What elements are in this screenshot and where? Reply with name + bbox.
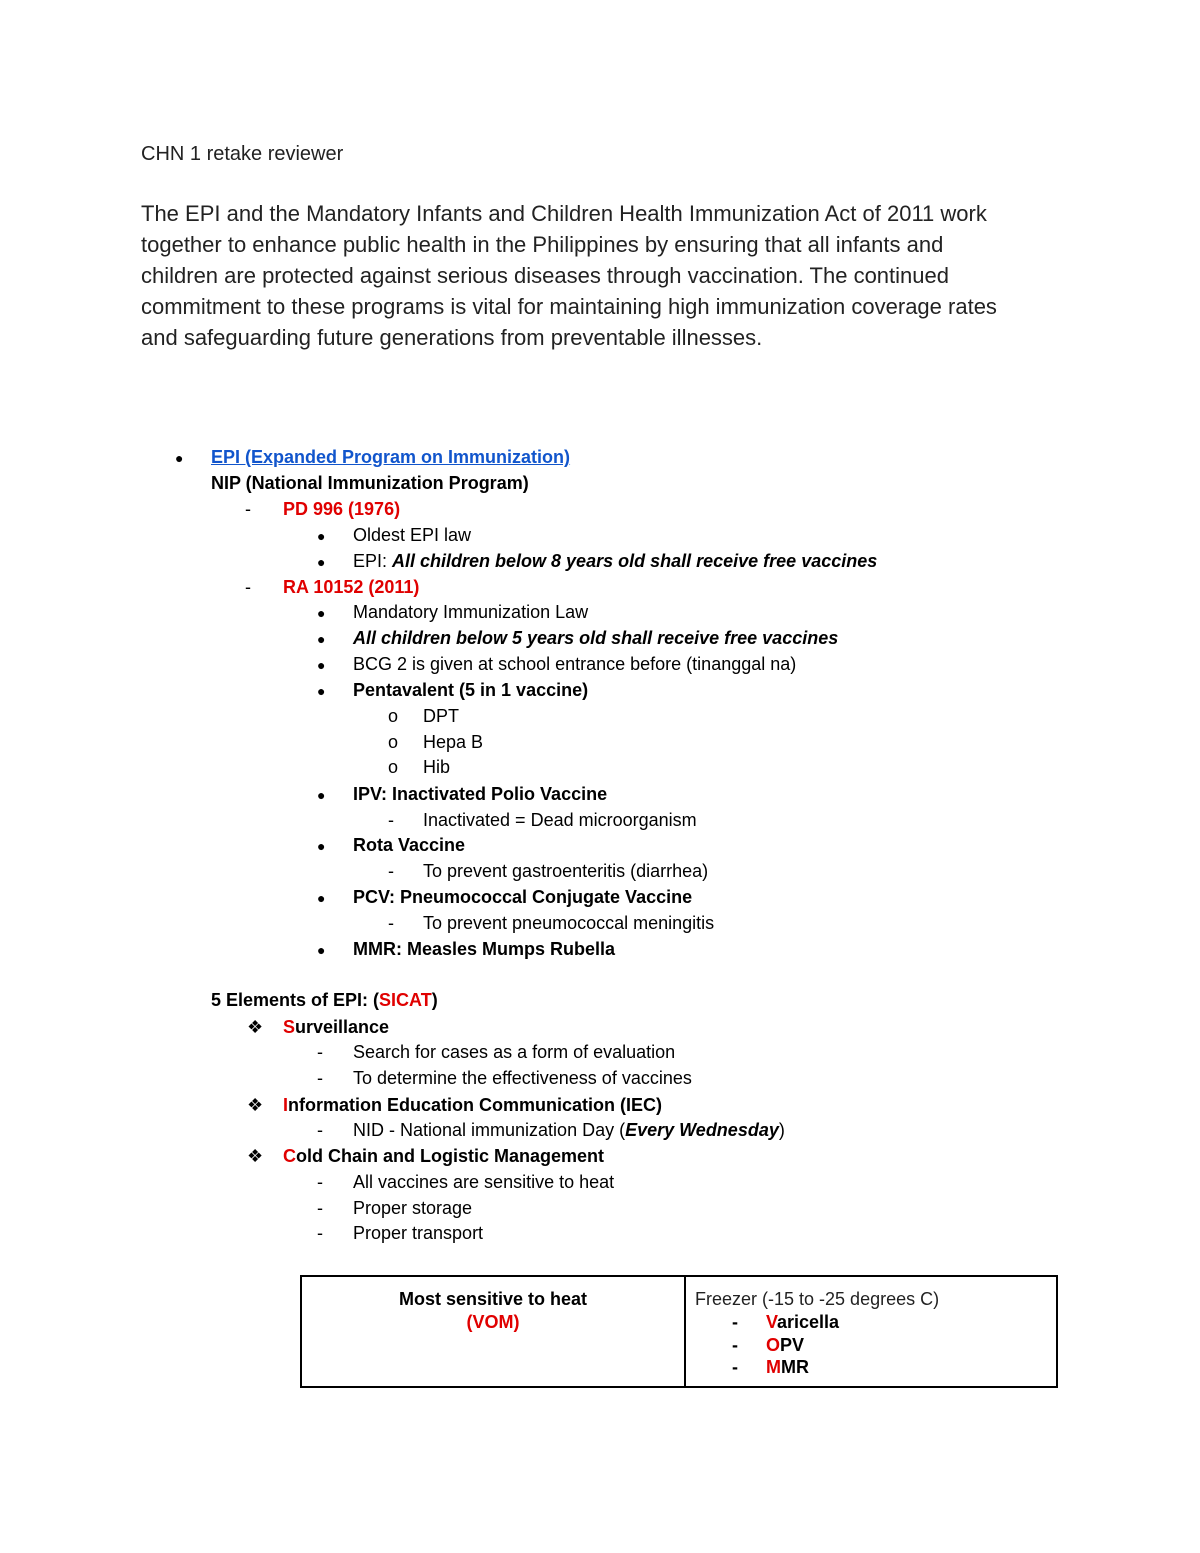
iec-note-prefix: NID - National immunization Day ( xyxy=(353,1120,626,1140)
elements-acronym: SICAT xyxy=(379,990,432,1010)
bullet-dot-icon: ● xyxy=(317,631,326,647)
bullet-dot-icon: ● xyxy=(317,942,326,958)
vaccine-rest: aricella xyxy=(777,1312,840,1332)
cold-chain-item xyxy=(283,1146,604,1167)
table-divider xyxy=(684,1277,686,1386)
cold-chain-note: All vaccines are sensitive to heat xyxy=(353,1172,615,1192)
intro-line: The EPI and the Mandatory Infants and Children Health Immunization Act of 2011 work xyxy=(141,201,987,226)
dash-icon: - xyxy=(732,1357,738,1377)
surveillance-item xyxy=(283,1017,389,1038)
ra10152-label: RA 10152 (2011) xyxy=(283,577,420,597)
element-letter: I xyxy=(283,1095,289,1115)
pd996-item: Oldest EPI law xyxy=(353,525,472,545)
dash-icon: - xyxy=(388,861,394,881)
bullet-dot-icon: ● xyxy=(317,554,326,570)
pd996-label: PD 996 (1976) xyxy=(283,499,401,519)
cold-chain-note: Proper storage xyxy=(353,1198,473,1218)
surveillance-note: Search for cases as a form of evaluation xyxy=(353,1042,676,1062)
pcv-item: PCV: Pneumococcal Conjugate Vaccine xyxy=(353,887,693,907)
elements-heading xyxy=(211,990,438,1011)
dash-icon: - xyxy=(317,1068,323,1088)
vaccine-letter: V xyxy=(766,1312,778,1332)
bullet-dot-icon: ● xyxy=(317,890,326,906)
dash-icon: - xyxy=(388,810,394,830)
diamond-bullet-icon: ❖ xyxy=(247,1017,264,1037)
iec-note-emphasis: Every Wednesday xyxy=(625,1120,779,1140)
element-rest: old Chain and Logistic Management xyxy=(296,1146,605,1166)
cold-chain-note: Proper transport xyxy=(353,1223,484,1243)
bullet-dot-icon: ● xyxy=(317,787,326,803)
pd996-item-prefix: EPI: xyxy=(353,551,393,571)
table-left-title: Most sensitive to heat xyxy=(398,1289,588,1309)
dash-icon: - xyxy=(245,499,251,519)
vaccine-letter: M xyxy=(766,1357,781,1377)
element-rest: urveillance xyxy=(295,1017,390,1037)
rota-item: Rota Vaccine xyxy=(353,835,466,855)
vaccine-letter: O xyxy=(766,1335,781,1355)
bullet-dot-icon: ● xyxy=(317,657,326,673)
nip-heading: NIP (National Immunization Program) xyxy=(211,473,529,493)
bullet-dot-icon: ● xyxy=(175,450,184,466)
diamond-bullet-icon: ❖ xyxy=(247,1095,264,1115)
circle-bullet-icon: o xyxy=(388,732,399,752)
dash-icon: - xyxy=(317,1042,323,1062)
pentavalent-subitem: DPT xyxy=(423,706,459,726)
bullet-dot-icon: ● xyxy=(317,605,326,621)
table-right-title: Freezer (-15 to -25 degrees C) xyxy=(695,1289,940,1309)
element-letter: C xyxy=(283,1146,296,1166)
dash-icon: - xyxy=(317,1120,323,1140)
circle-bullet-icon: o xyxy=(388,706,399,726)
document-title: CHN 1 retake reviewer xyxy=(141,143,344,165)
table-vaccine-row xyxy=(766,1312,839,1333)
pentavalent-item: Pentavalent (5 in 1 vaccine) xyxy=(353,680,589,700)
table-vaccine-row xyxy=(766,1357,809,1378)
intro-line: together to enhance public health in the Philippines by ensuring that all infants and xyxy=(141,232,944,257)
pcv-note: To prevent pneumococcal meningitis xyxy=(423,913,715,933)
ra10152-item: Mandatory Immunization Law xyxy=(353,602,589,622)
pentavalent-subitem: Hepa B xyxy=(423,732,484,752)
bullet-dot-icon: ● xyxy=(317,528,326,544)
pd996-item xyxy=(353,551,877,572)
iec-note-suffix: ) xyxy=(778,1120,785,1140)
table-left-subtitle: (VOM) xyxy=(466,1312,520,1332)
diamond-bullet-icon: ❖ xyxy=(247,1146,264,1166)
dash-icon: - xyxy=(317,1172,323,1192)
ra10152-item: BCG 2 is given at school entrance before (tinanggal na) xyxy=(353,654,797,674)
dash-icon: - xyxy=(317,1223,323,1243)
intro-line: children are protected against serious diseases through vaccination. The continued xyxy=(141,263,949,288)
dash-icon: - xyxy=(732,1312,738,1332)
intro-line: commitment to these programs is vital for maintaining high immunization coverage rates xyxy=(141,294,997,319)
intro-paragraph xyxy=(141,198,1071,353)
iec-note xyxy=(353,1120,785,1141)
dash-icon: - xyxy=(245,577,251,597)
dash-icon: - xyxy=(317,1198,323,1218)
elements-heading-suffix: ) xyxy=(431,990,438,1010)
bullet-dot-icon: ● xyxy=(317,838,326,854)
bullet-dot-icon: ● xyxy=(317,683,326,699)
vaccine-rest: MR xyxy=(781,1357,809,1377)
intro-line: and safeguarding future generations from preventable illnesses. xyxy=(141,325,763,350)
ra10152-item: All children below 5 years old shall receive free vaccines xyxy=(353,628,839,648)
iec-item xyxy=(283,1095,662,1116)
ipv-item: IPV: Inactivated Polio Vaccine xyxy=(353,784,608,804)
mmr-item: MMR: Measles Mumps Rubella xyxy=(353,939,616,959)
dash-icon: - xyxy=(388,913,394,933)
rota-note: To prevent gastroenteritis (diarrhea) xyxy=(423,861,709,881)
vaccine-rest: PV xyxy=(780,1335,805,1355)
element-letter: S xyxy=(283,1017,296,1037)
elements-heading-prefix: 5 Elements of EPI: ( xyxy=(211,990,380,1010)
heat-sensitivity-table xyxy=(300,1275,1058,1388)
element-rest: nformation Education Communication (IEC) xyxy=(288,1095,663,1115)
pentavalent-subitem: Hib xyxy=(423,757,451,777)
ipv-note: Inactivated = Dead microorganism xyxy=(423,810,697,830)
table-vaccine-row xyxy=(766,1335,804,1356)
circle-bullet-icon: o xyxy=(388,757,399,777)
surveillance-note: To determine the effectiveness of vaccines xyxy=(353,1068,692,1088)
dash-icon: - xyxy=(732,1335,738,1355)
pd996-item-emphasis: All children below 8 years old shall receive free vaccines xyxy=(392,551,878,571)
epi-heading-link[interactable]: EPI (Expanded Program on Immunization) xyxy=(211,447,571,467)
